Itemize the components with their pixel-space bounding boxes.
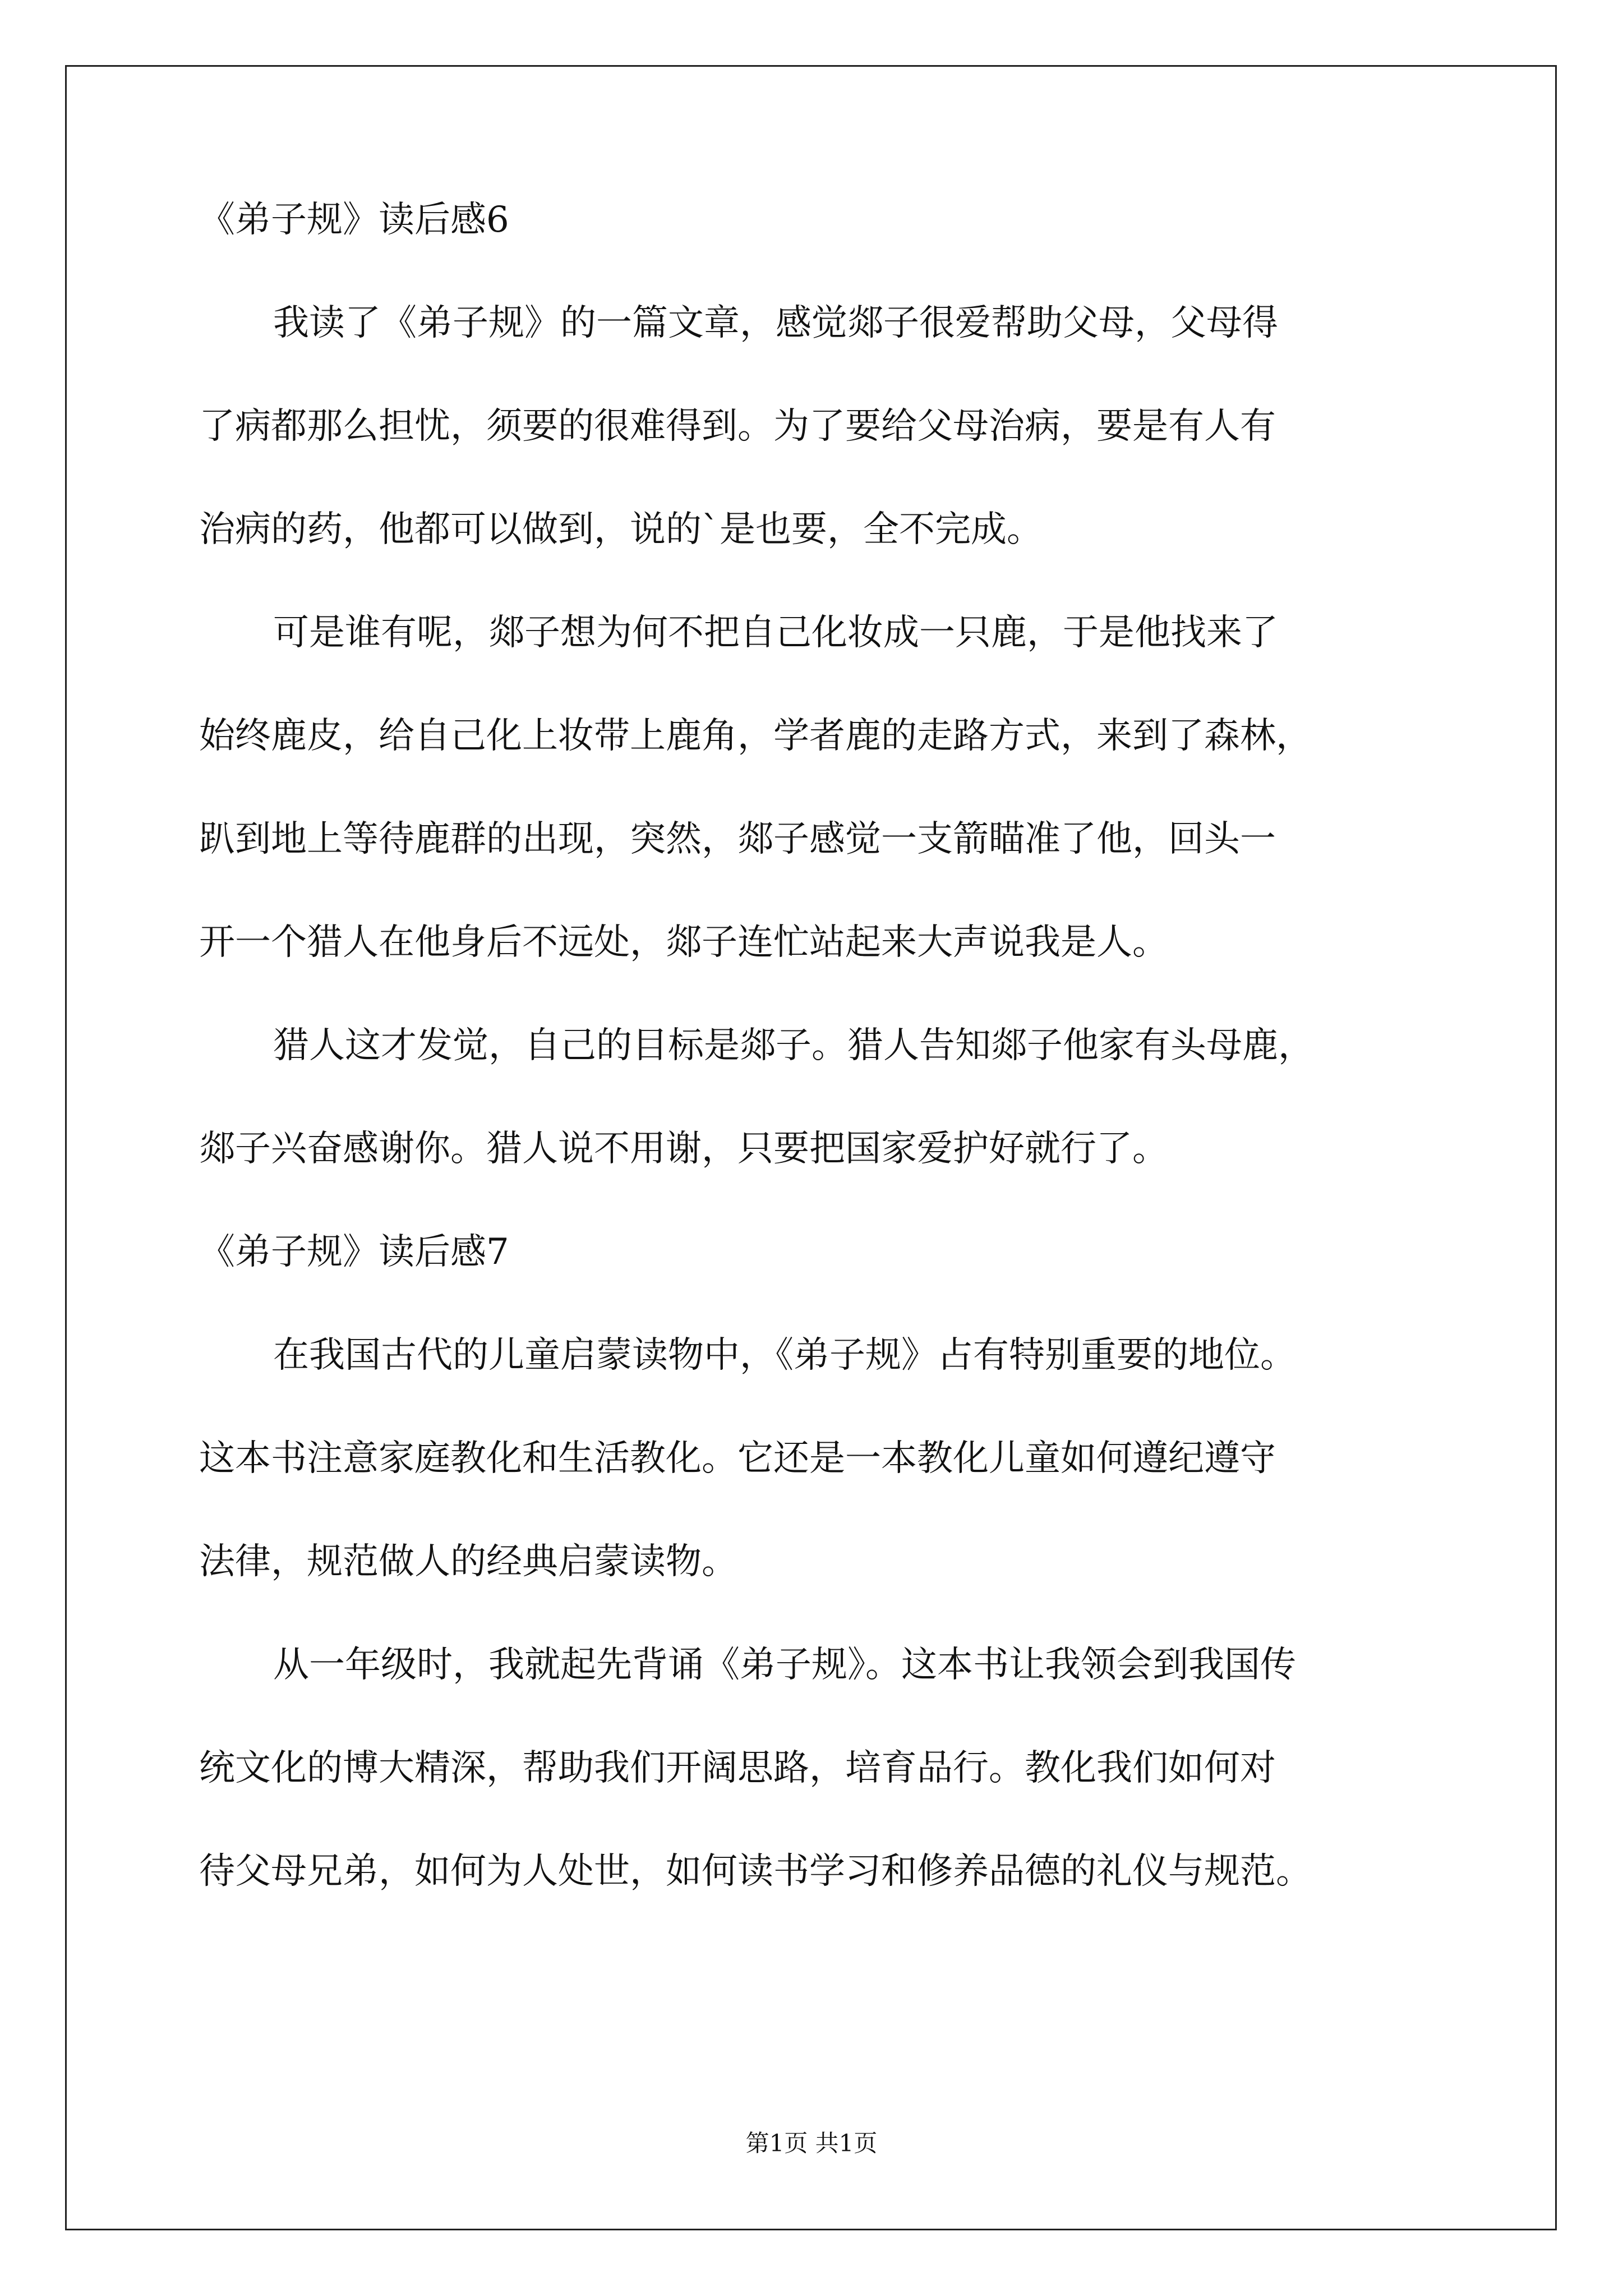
paragraph-line: 始终鹿皮，给自己化上妆带上鹿角，学者鹿的走路方式，来到了森林， <box>199 715 1312 757</box>
section-title: 《弟子规》读后感7 <box>199 1231 509 1273</box>
paragraph-line: 了病都那么担忧，须要的很难得到。为了要给父母治病，要是有人有 <box>199 406 1276 447</box>
page-number-footer: 第1页 共1页 <box>745 2129 878 2157</box>
paragraph-line: 这本书注意家庭教化和生活教化。它还是一本教化儿童如何遵纪遵守 <box>199 1438 1276 1479</box>
paragraph-line: 在我国古代的儿童启蒙读物中，《弟子规》占有特别重要的地位。 <box>273 1335 1296 1376</box>
document-body <box>199 199 1450 1957</box>
paragraph-line: 我读了《弟子规》的一篇文章，感觉郯子很爱帮助父母，父母得 <box>273 302 1278 344</box>
paragraph-line: 待父母兄弟，如何为人处世，如何读书学习和修养品德的礼仪与规范。 <box>199 1851 1312 1892</box>
paragraph-line: 治病的药，他都可以做到，说的`是也要，全不完成。 <box>199 509 1043 550</box>
paragraph-line: 猎人这才发觉，自己的目标是郯子。猎人告知郯子他家有头母鹿， <box>273 1025 1314 1066</box>
section-title: 《弟子规》读后感6 <box>199 199 509 241</box>
paragraph-line: 法律，规范做人的经典启蒙读物。 <box>199 1541 737 1582</box>
paragraph-line: 郯子兴奋感谢你。猎人说不用谢，只要把国家爱护好就行了。 <box>199 1128 1168 1170</box>
paragraph-line: 统文化的博大精深，帮助我们开阔思路，培育品行。教化我们如何对 <box>199 1747 1276 1789</box>
paragraph-line: 从一年级时，我就起先背诵《弟子规》。这本书让我领会到我国传 <box>273 1644 1296 1686</box>
paragraph-line: 可是谁有呢，郯子想为何不把自己化妆成一只鹿，于是他找来了 <box>273 612 1278 654</box>
paragraph-line: 开一个猎人在他身后不远处，郯子连忙站起来大声说我是人。 <box>199 922 1168 963</box>
paragraph-line: 趴到地上等待鹿群的出现，突然，郯子感觉一支箭瞄准了他，回头一 <box>199 818 1276 860</box>
